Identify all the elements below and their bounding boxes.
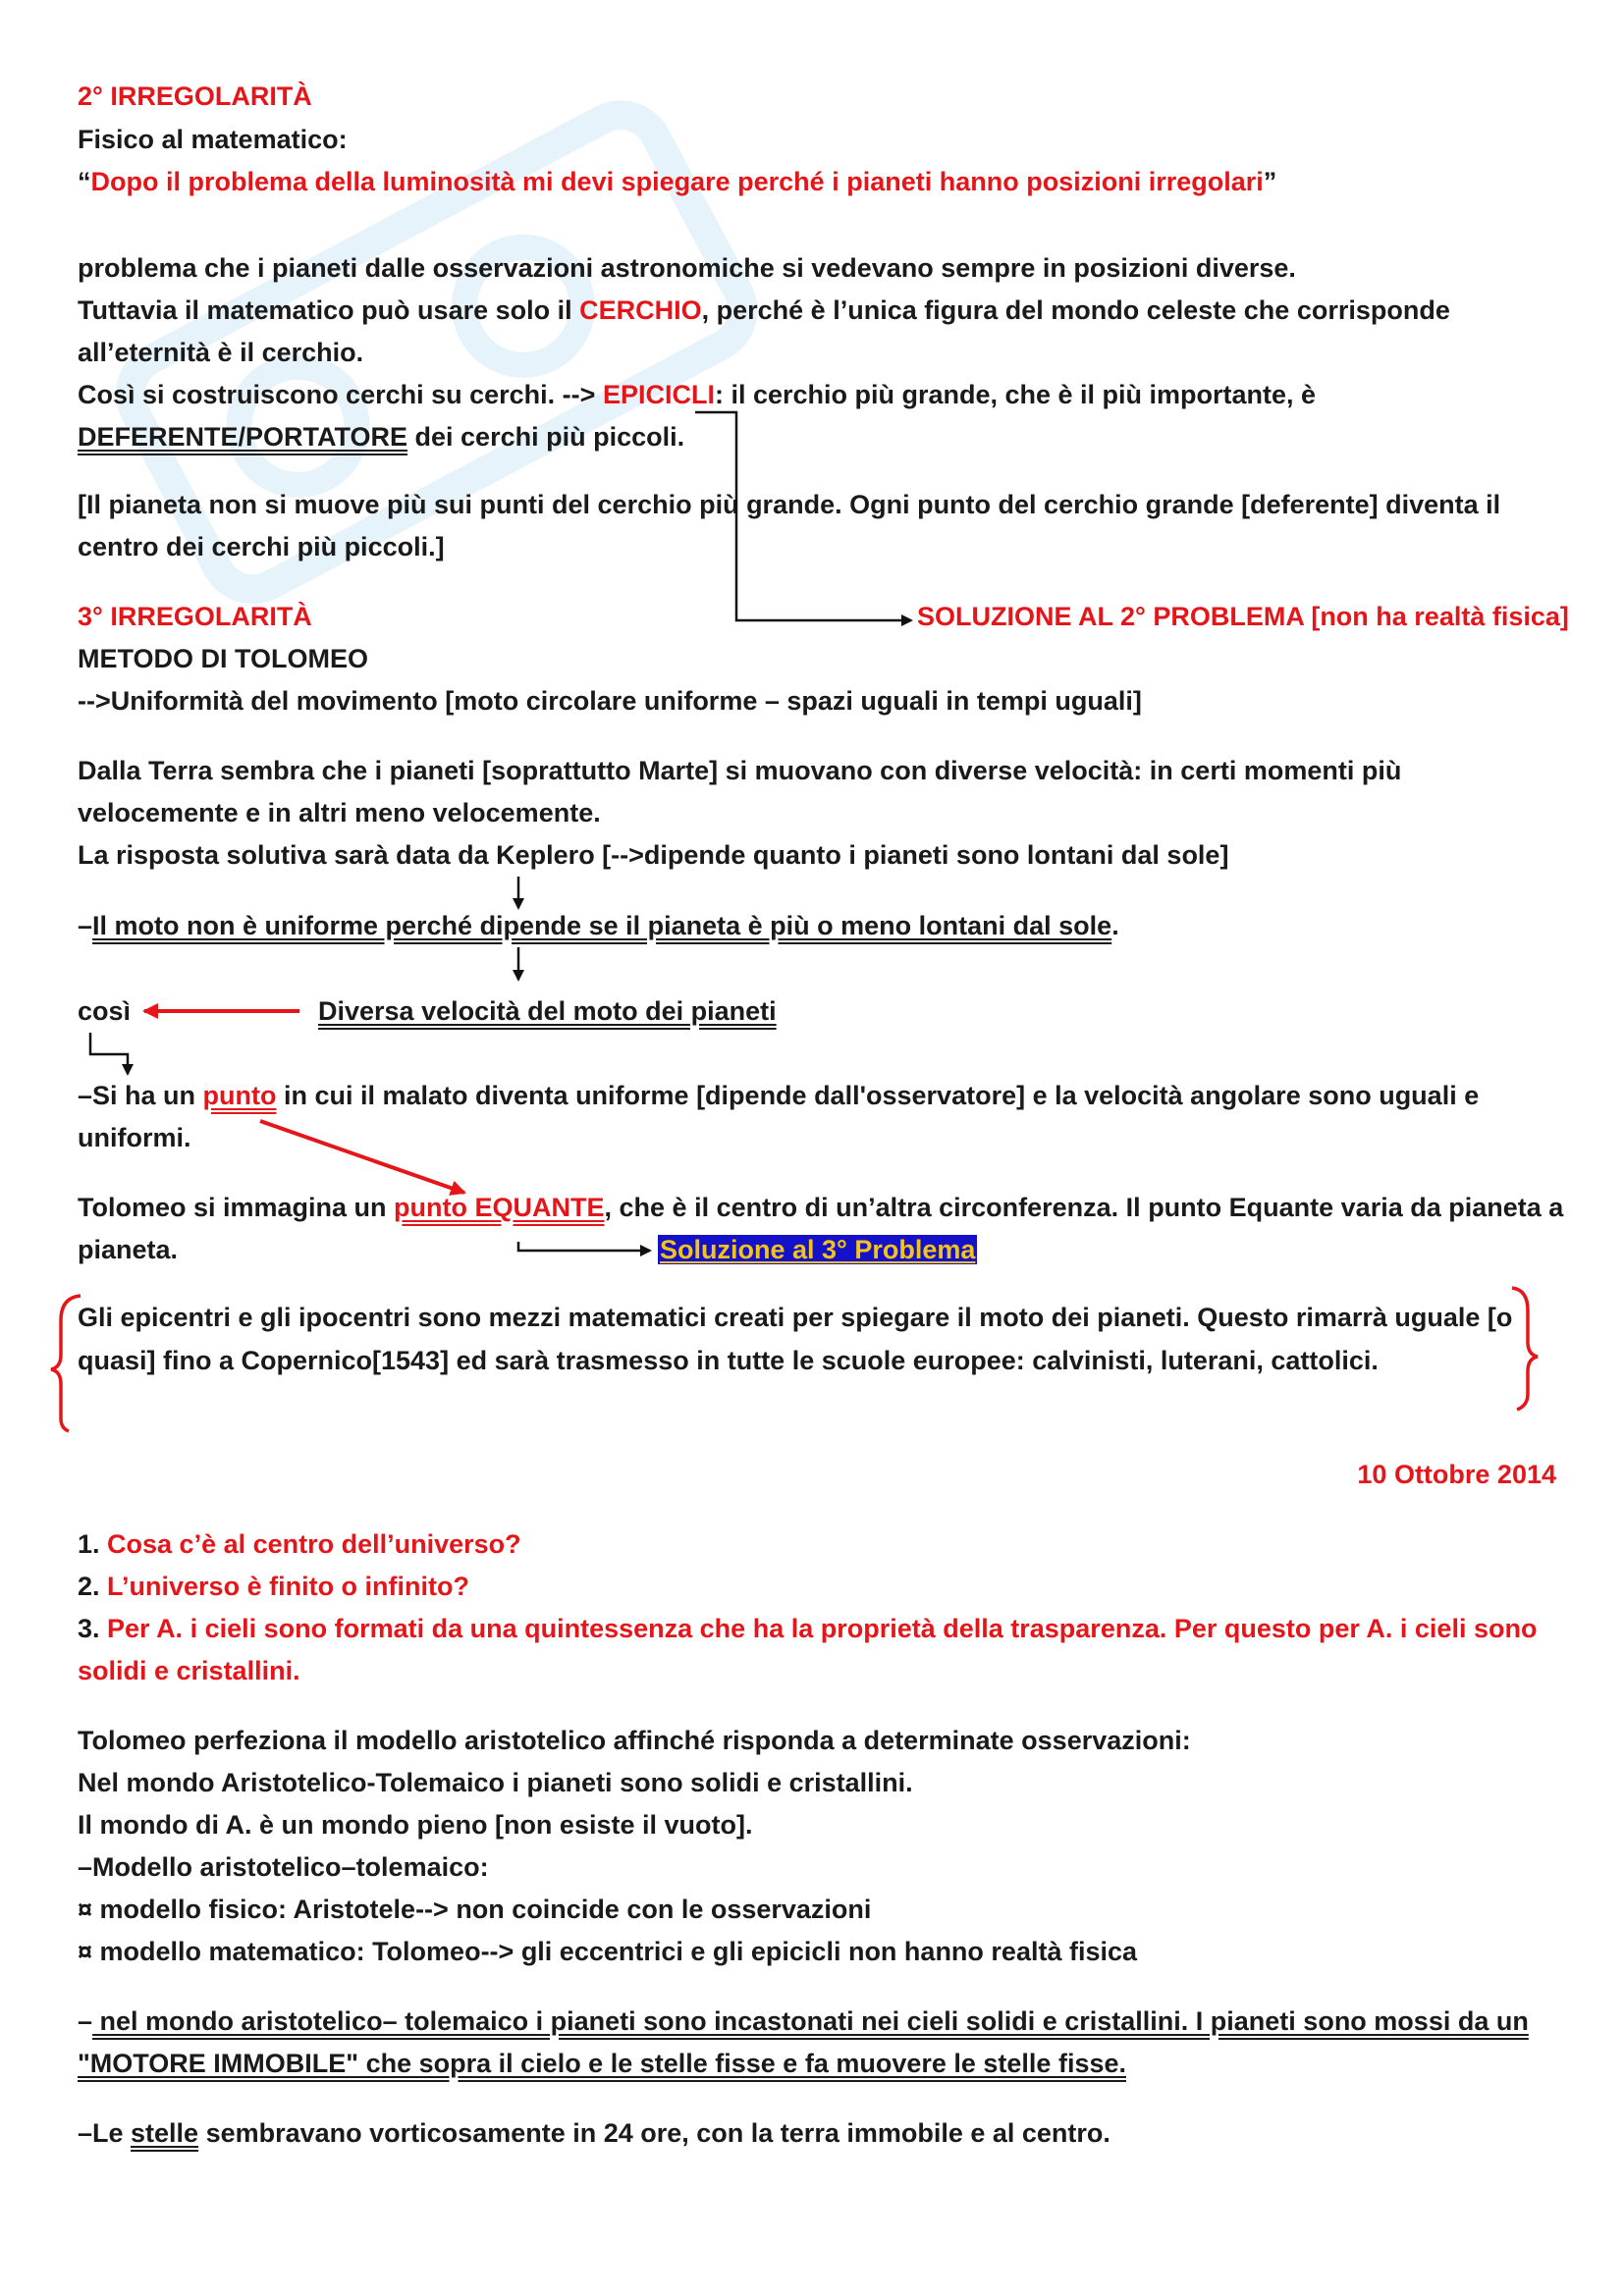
text-run: sembravano vorticosamente in 24 ore, con la terra immobile e al centro. — [198, 2118, 1110, 2148]
question-3-cont: solidi e cristallini. — [78, 1656, 300, 1685]
sec3-p5 — [78, 1078, 1479, 1113]
tolomeo-l2: Nel mondo Aristotelico-Tolemaico i pianeti sono solidi e cristallini. — [78, 1768, 913, 1797]
epicicli-term: EPICICLI — [602, 380, 715, 409]
question-text: L’universo è finito o infinito? — [107, 1572, 470, 1601]
sec2-p7: centro dei cerchi più piccoli.] — [78, 532, 445, 561]
sec2-title: 2° IRREGOLARITÀ — [78, 81, 312, 111]
text-run: , perché è l’unica figura del mondo celeste che corrisponde — [701, 295, 1450, 325]
cerchio-term: CERCHIO — [579, 295, 702, 325]
final-l2: "MOTORE IMMOBILE" che sopra il cielo e le stelle fisse e fa muovere le stelle fisse. — [78, 2049, 1126, 2078]
quote-open: “ — [78, 167, 91, 196]
sec3-title: 3° IRREGOLARITÀ — [78, 602, 312, 631]
sec2-p5 — [78, 419, 684, 454]
tolomeo-l1: Tolomeo perfeziona il modello aristotelico affinché risponda a determinate osservazioni: — [78, 1726, 1191, 1755]
sec3-p4 — [78, 908, 1119, 943]
sec2-p6: [Il pianeta non si muove più sui punti del cerchio più grande. Ogni punto del cerchio grande [deferente] diventa il — [78, 490, 1501, 519]
diversa-velocita: Diversa velocità del moto dei pianeti — [318, 996, 777, 1026]
sec3-method: METODO DI TOLOMEO — [78, 644, 369, 673]
question-text: Per A. i cieli sono formati da una quintessenza che ha la proprietà della trasparenza. Per questo per A. i cieli sono — [107, 1614, 1538, 1643]
cosi-label: così — [78, 996, 132, 1026]
question-number: 3. — [78, 1614, 108, 1643]
sec2-quote: Dopo il problema della luminosità mi devi spiegare perché i pianeti hanno posizioni irregolari — [90, 167, 1264, 196]
left-red-brace — [51, 1296, 81, 1431]
stelle-term: stelle — [131, 2118, 199, 2148]
text-run: Tolomeo si immagina un — [78, 1193, 395, 1222]
sec3-p3: La risposta solutiva sarà data da Keplero [-->dipende quanto i pianeti sono lontani dal sole] — [78, 840, 1229, 870]
text-run: : il cerchio più grande, che è il più importante, è — [714, 380, 1317, 409]
sec2-solution: SOLUZIONE AL 2° PROBLEMA [non ha realtà fisica] — [917, 602, 1569, 631]
question-number: 1. — [78, 1529, 108, 1559]
sec3-p2: velocemente e in altri meno velocemente. — [78, 798, 601, 828]
text-run: dei cerchi più piccoli. — [407, 422, 685, 452]
sec2-quote-line — [78, 164, 1276, 199]
text-run: , che è il centro di un’altra circonferenza. Il punto Equante varia da pianeta a — [604, 1193, 1564, 1222]
question-number: 2. — [78, 1572, 108, 1601]
text-run: –Si ha un — [78, 1081, 203, 1110]
solution3-arrow — [518, 1242, 650, 1251]
question-text: Cosa c’è al centro dell’universo? — [107, 1529, 521, 1559]
tolomeo-l4: –Modello aristotelico–tolemaico: — [78, 1852, 489, 1882]
sec2-p4 — [78, 377, 1316, 412]
dash: – — [78, 911, 93, 940]
sec2-p1: problema che i pianeti dalle osservazioni astronomiche si vedevano sempre in posizioni diverse. — [78, 253, 1296, 283]
sec3-p1: Dalla Terra sembra che i pianeti [soprattutto Marte] si muovano con diverse velocità: in certi momenti più — [78, 756, 1402, 785]
final-underlined: nel mondo aristotelico– tolemaico i pianeti sono incastonati nei cieli solidi e cristallini. I pianeti sono mossi da un — [92, 2006, 1529, 2036]
date-heading: 10 Ottobre 2014 — [1357, 1460, 1556, 1489]
dash: – — [78, 2006, 93, 2036]
final-l1 — [78, 2003, 1529, 2039]
sec2-p3: all’eternità è il cerchio. — [78, 338, 364, 367]
text-run: –Le — [78, 2118, 132, 2148]
text-run: in cui il malato diventa uniforme [dipende dall'osservatore] e la velocità angolare sono uguali e — [276, 1081, 1480, 1110]
final-l3 — [78, 2115, 1110, 2151]
tolomeo-l5: ¤ modello fisico: Aristotele--> non coincide con le osservazioni — [78, 1895, 872, 1924]
punto-equante-term: punto EQUANTE — [394, 1193, 605, 1222]
red-arrow-equante — [260, 1121, 464, 1193]
sec2-subtitle: Fisico al matematico: — [78, 125, 348, 154]
text-run: Così si costruiscono cerchi su cerchi. --> — [78, 380, 603, 409]
sec3-solution: Soluzione al 3° Problema — [660, 1235, 976, 1264]
cosi-bent-arrow — [90, 1033, 128, 1074]
tolomeo-l6: ¤ modello matematico: Tolomeo--> gli eccentrici e gli epicicli non hanno realtà fisica — [78, 1937, 1138, 1966]
sec3-p7 — [78, 1190, 1563, 1225]
moto-non-uniforme: Il moto non è uniforme perché dipende se il pianeta è più o meno lontani dal sole — [92, 911, 1112, 940]
question-2 — [78, 1569, 469, 1604]
text-run: Tuttavia il matematico può usare solo il — [78, 295, 580, 325]
period: . — [1111, 911, 1119, 940]
sec3-p8: pianeta. — [78, 1235, 179, 1264]
question-3 — [78, 1611, 1537, 1646]
sec3-p6: uniformi. — [78, 1123, 191, 1152]
quote-close: ” — [1263, 167, 1277, 196]
sec3-uniform: -->Uniformità del movimento [moto circolare uniforme – spazi uguali in tempi uguali] — [78, 686, 1142, 716]
sec3-solution-highlight — [658, 1232, 977, 1267]
question-1 — [78, 1526, 521, 1562]
brace-paragraph: Gli epicentri e gli ipocentri sono mezzi matematici creati per spiegare il moto dei pianeti. Questo rimarrà uguale [o quasi] fino a Copernico[1543] ed sarà trasmesso in tutte le scuole europee: calvinisti, luterani, cattolici. — [78, 1303, 1513, 1375]
tolomeo-l3: Il mondo di A. è un mondo pieno [non esiste il vuoto]. — [78, 1810, 753, 1840]
punto-term: punto — [202, 1081, 277, 1110]
sec2-p2 — [78, 293, 1450, 328]
deferente-term: DEFERENTE/PORTATORE — [78, 422, 408, 452]
